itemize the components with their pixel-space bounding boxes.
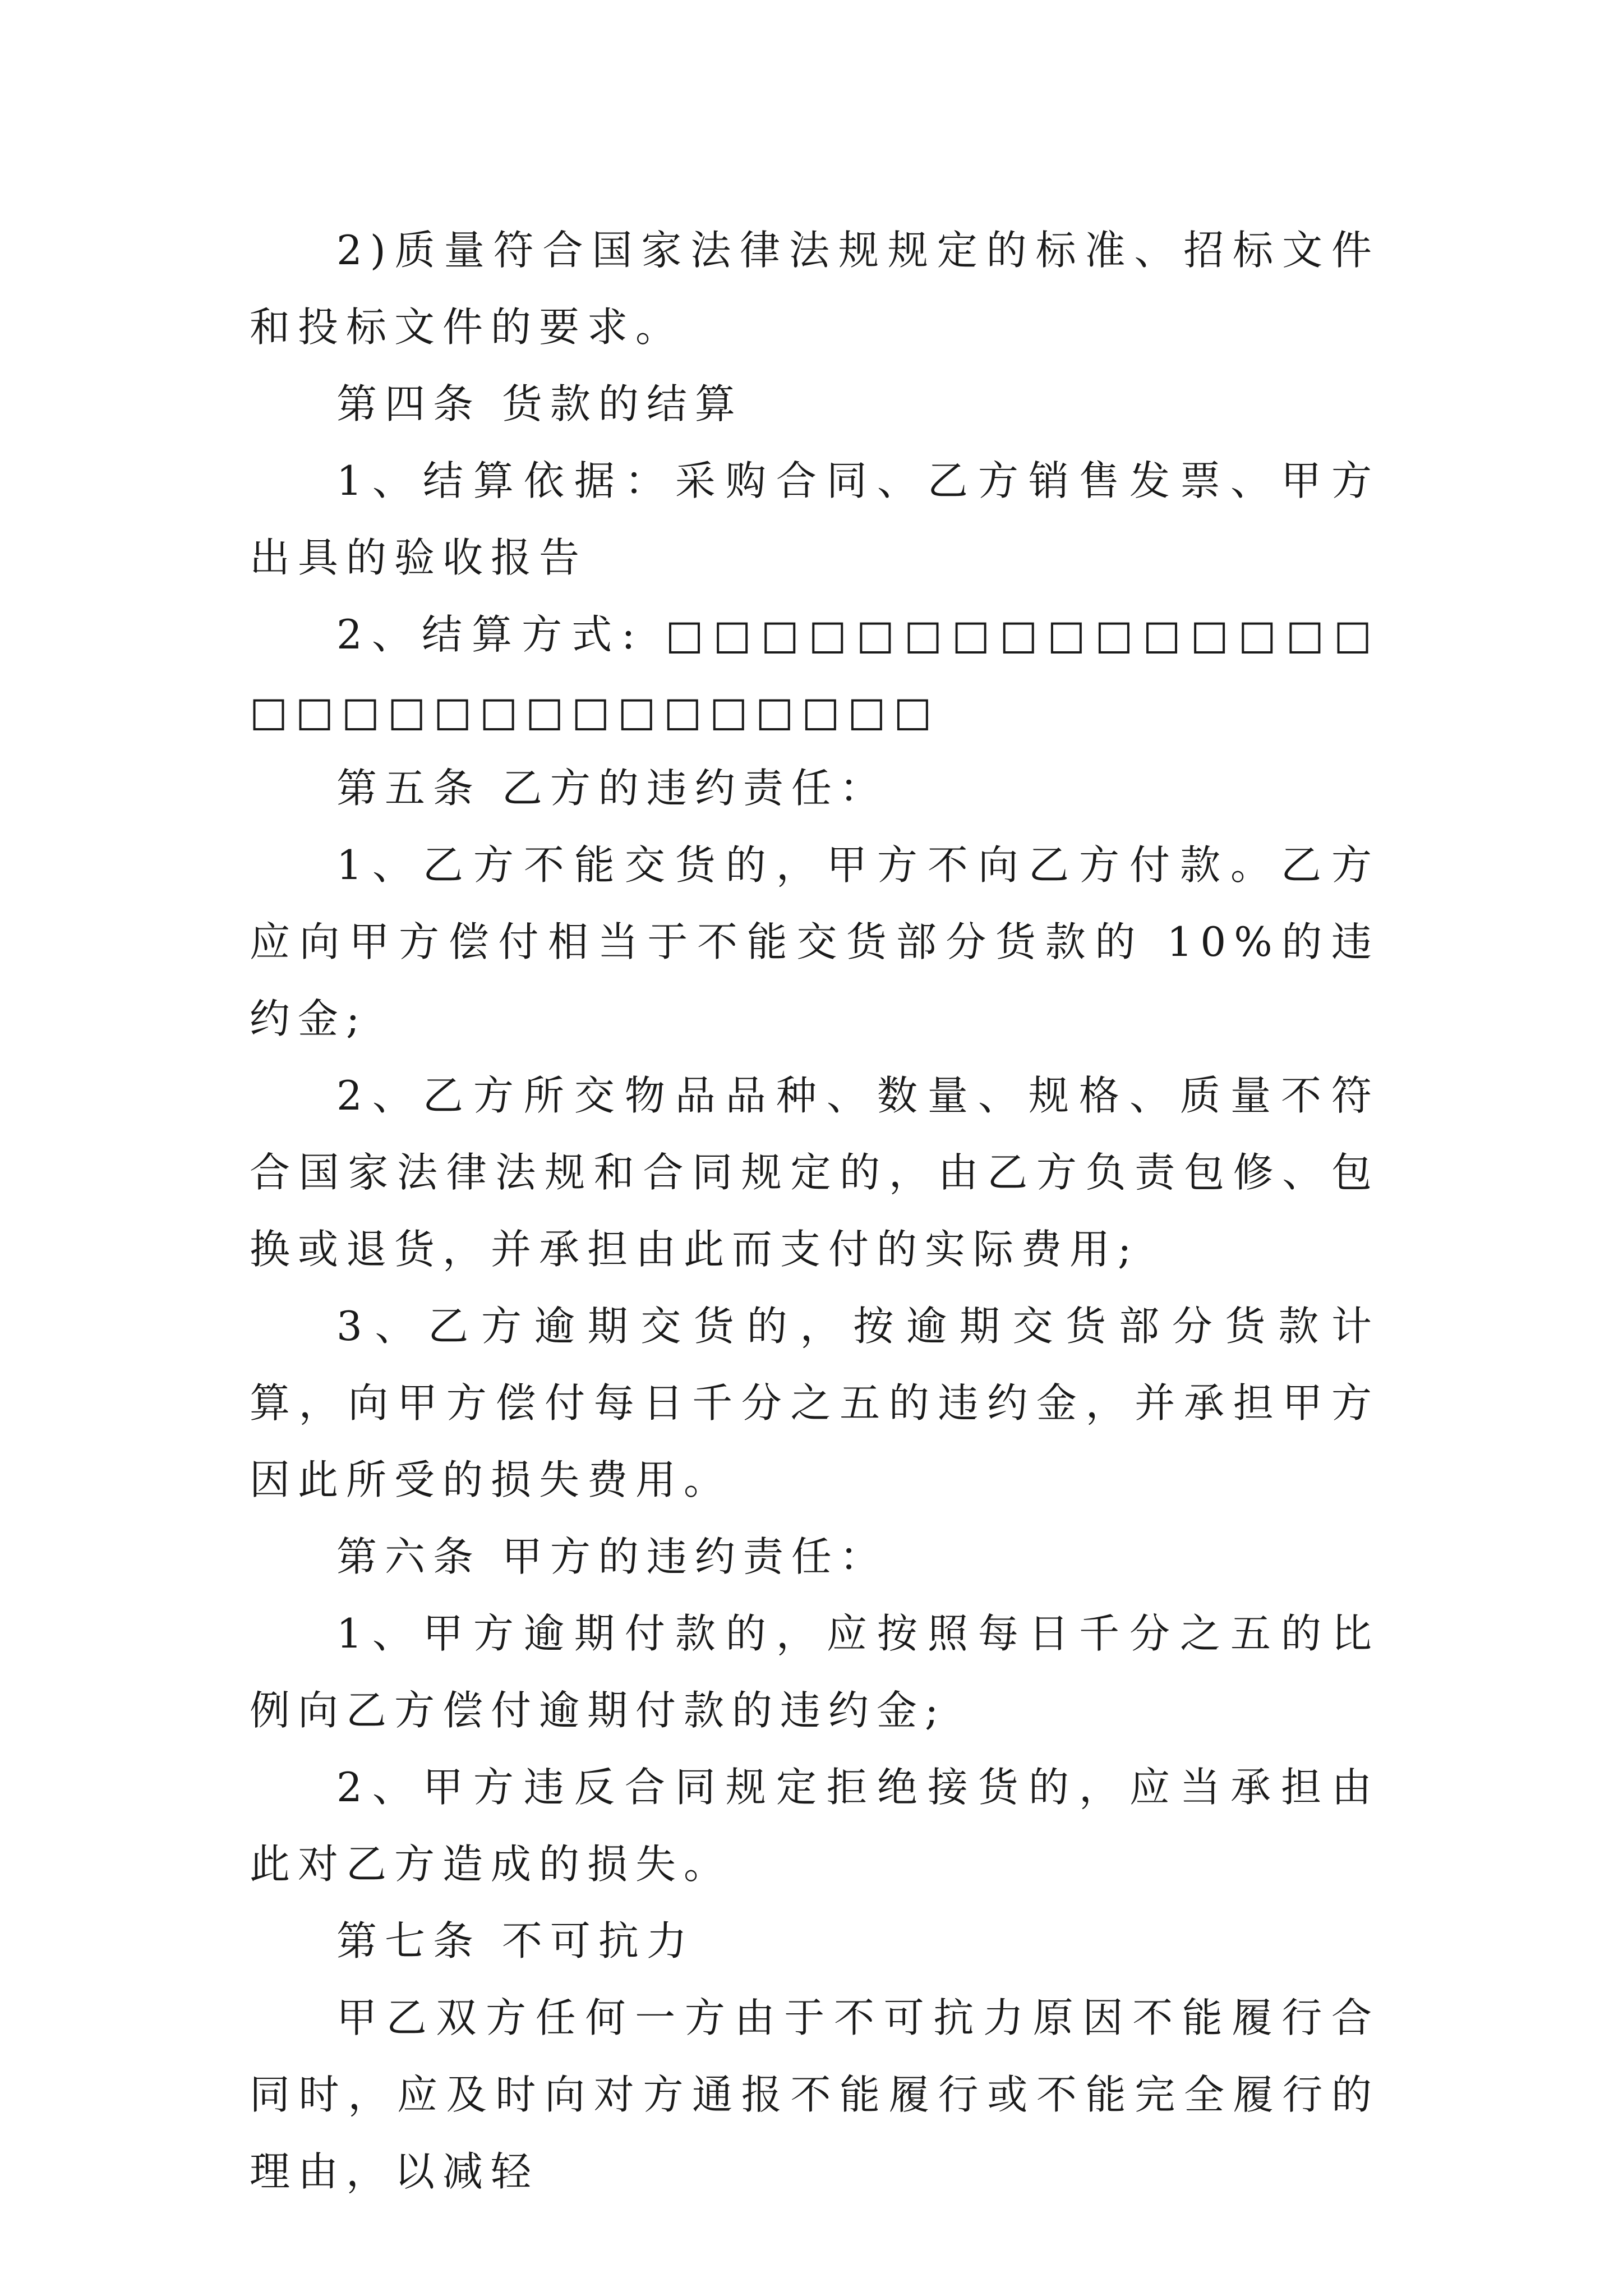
document-body — [250, 212, 1380, 2210]
article-5-heading: 第五条 乙方的违约责任： — [336, 765, 888, 812]
paragraph-party-b-clause-3: 3、乙方逾期交货的，按逾期交货部分货款计算，向甲方偿付每日千分之五的违约金，并承担甲方因此所受的损失费用。 — [250, 1303, 1380, 1503]
paragraph-settlement-method: 2、结算方式: □□□□□□□□□□□□□□□□□□□□□□□□□□□□□□ — [250, 611, 1380, 735]
paragraph-quality-standard: 2)质量符合国家法律法规规定的标准、招标文件和投标文件的要求。 — [250, 227, 1380, 351]
paragraph-party-b-clause-1: 1、乙方不能交货的，甲方不向乙方付款。乙方应向甲方偿付相当于不能交货部分货款的 10%的违约金; — [250, 841, 1380, 1042]
paragraph-party-b-clause-2: 2、乙方所交物品品种、数量、规格、质量不符合国家法律法规和合同规定的，由乙方负责包修、包换或退货，并承担由此而支付的实际费用; — [250, 1072, 1380, 1273]
article-4-heading: 第四条 货款的结算 — [336, 380, 743, 427]
article-7-heading: 第七条 不可抗力 — [336, 1917, 695, 1964]
paragraph-party-a-clause-1: 1、甲方逾期付款的，应按照每日千分之五的比例向乙方偿付逾期付款的违约金; — [250, 1610, 1380, 1734]
article-6-heading: 第六条 甲方的违约责任： — [336, 1533, 888, 1580]
paragraph-settlement-basis: 1、结算依据：采购合同、乙方销售发票、甲方出具的验收报告 — [250, 457, 1380, 581]
paragraph-party-a-clause-2: 2、甲方违反合同规定拒绝接货的，应当承担由此对乙方造成的损失。 — [250, 1764, 1380, 1888]
paragraph-force-majeure: 甲乙双方任何一方由于不可抗力原因不能履行合同时，应及时向对方通报不能履行或不能完全履行的理由，以减轻 — [250, 1994, 1380, 2195]
